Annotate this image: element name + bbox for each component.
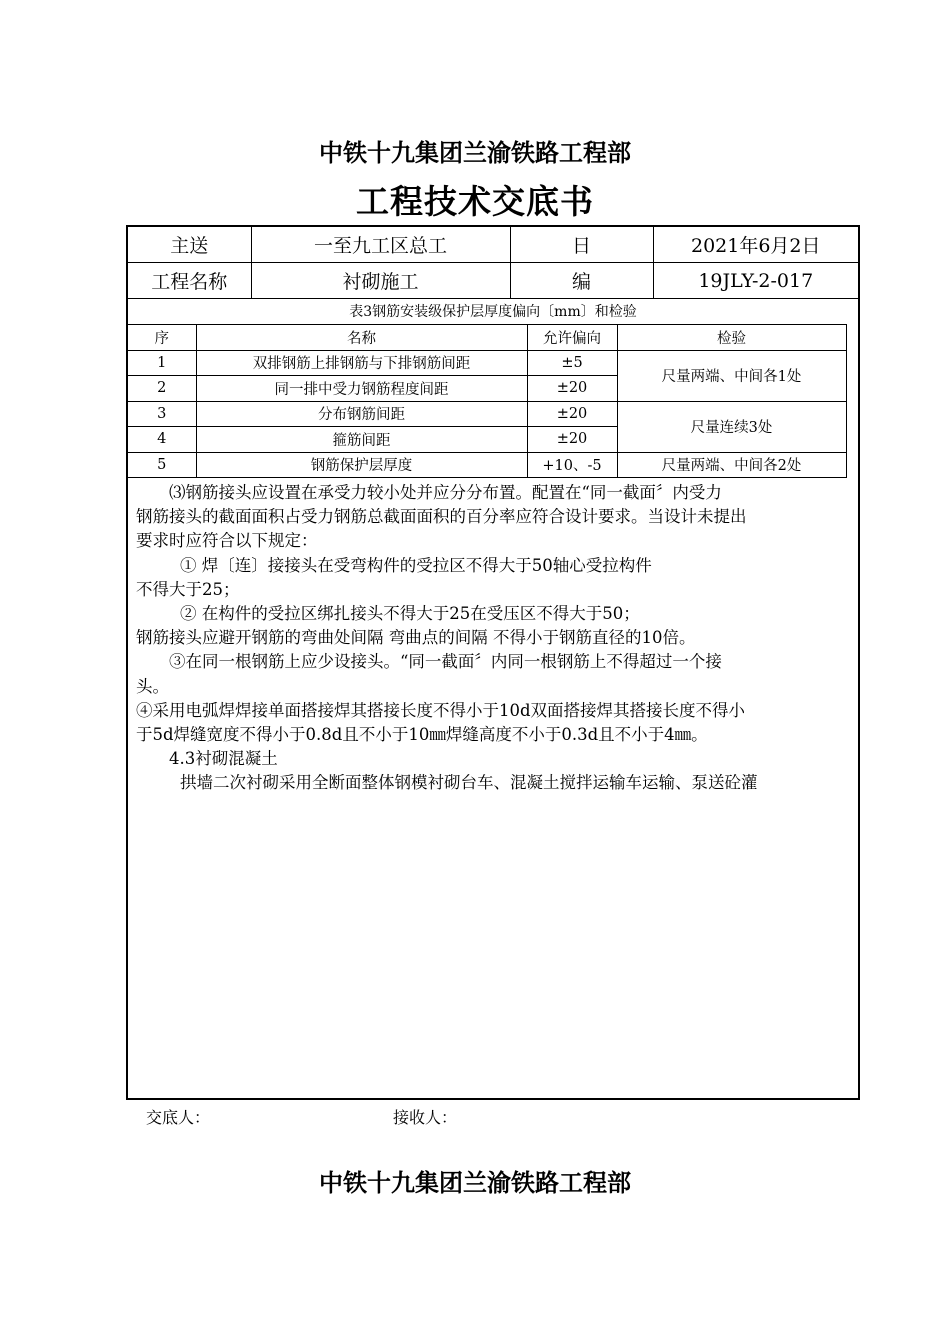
- code-value: 19JLY-2-017: [653, 263, 858, 299]
- body-line: 于5d焊缝宽度不得小于0.8d且不小于10㎜焊缝高度不小于0.3d且不小于4㎜。: [136, 725, 708, 745]
- table-row: [128, 452, 846, 478]
- header-inspection: 检验: [617, 325, 846, 351]
- header-no: 序: [128, 325, 196, 351]
- body-line: ⑶钢筋接头应设置在承受力较小处并应分分布置。配置在“同一截面〞内受力: [169, 483, 722, 502]
- row-name: 同一排中受力钢筋程度间距: [196, 376, 527, 402]
- row-tolerance: ±5: [527, 350, 617, 376]
- body-line: ③在同一根钢筋上应少设接头。“同一截面〞内同一根钢筋上不得超过一个接: [169, 652, 722, 672]
- row-no: 3: [128, 401, 196, 427]
- row-no: 2: [128, 376, 196, 402]
- row-inspection: 尺量两端、中间各2处: [617, 452, 846, 478]
- row-name: 钢筋保护层厚度: [196, 452, 527, 478]
- body-line: 要求时应符合以下规定：: [136, 531, 318, 551]
- table-row: [128, 350, 846, 376]
- body-line: 4.3衬砌混凝土: [169, 749, 278, 769]
- info-table: [128, 227, 858, 299]
- header-name: 名称: [196, 325, 527, 351]
- body-line: 头。: [136, 676, 169, 696]
- body-text: [136, 481, 854, 796]
- spec-header-row: [128, 325, 846, 351]
- footer-organization: 中铁十九集团兰渝铁路工程部: [319, 1169, 631, 1197]
- row-tolerance: ±20: [527, 376, 617, 402]
- row-tolerance: ±20: [527, 401, 617, 427]
- date-label: 日: [510, 227, 653, 263]
- body-line: ② 在构件的受拉区绑扎接头不得大于25在受压区不得大于50；: [180, 604, 640, 624]
- send-value: 一至九工区总工: [251, 227, 510, 263]
- receiver-label: 接收人：: [393, 1108, 458, 1127]
- table-row: [128, 401, 846, 427]
- row-no: 4: [128, 427, 196, 453]
- table-caption: 表3钢筋安装级保护层厚度偏向〔mm〕和检验: [349, 304, 637, 320]
- row-name: 箍筋间距: [196, 427, 527, 453]
- send-label: 主送: [128, 227, 251, 263]
- document-title: 工程技术交底书: [356, 182, 594, 221]
- project-value: 衬砌施工: [251, 263, 510, 299]
- row-tolerance: +10、-5: [527, 452, 617, 478]
- body-line: ④采用电弧焊焊接单面搭接焊其搭接长度不得小于10d双面搭接焊其搭接长度不得小: [136, 700, 746, 720]
- header-tolerance: 允许偏向: [527, 325, 617, 351]
- row-name: 分布钢筋间距: [196, 401, 527, 427]
- disclosure-form: [126, 225, 860, 1100]
- project-label: 工程名称: [128, 263, 251, 299]
- body-line: 拱墙二次衬砌采用全断面整体钢模衬砌台车、混凝土搅拌运输车运输、泵送砼灌: [180, 773, 758, 793]
- row-inspection: 尺量连续3处: [617, 401, 846, 452]
- spec-table: [128, 324, 847, 478]
- row-tolerance: ±20: [527, 427, 617, 453]
- body-line: 钢筋接头的截面面积占受力钢筋总截面面积的百分率应符合设计要求。当设计未提出: [136, 507, 747, 527]
- body-line: 不得大于25；: [136, 579, 240, 599]
- body-line: 钢筋接头应避开钢筋的弯曲处间隔 弯曲点的间隔 不得小于钢筋直径的10倍。: [136, 628, 696, 648]
- handover-person-label: 交底人：: [146, 1108, 211, 1127]
- row-name: 双排钢筋上排钢筋与下排钢筋间距: [196, 350, 527, 376]
- row-no: 5: [128, 452, 196, 478]
- code-label: 编: [510, 263, 653, 299]
- row-inspection: 尺量两端、中间各1处: [617, 350, 846, 401]
- body-line: ① 焊〔连〕接接头在受弯构件的受拉区不得大于50轴心受拉构件: [180, 555, 652, 575]
- date-value: 2021年6月2日: [653, 227, 858, 263]
- row-no: 1: [128, 350, 196, 376]
- organization-title: 中铁十九集团兰渝铁路工程部: [319, 139, 631, 167]
